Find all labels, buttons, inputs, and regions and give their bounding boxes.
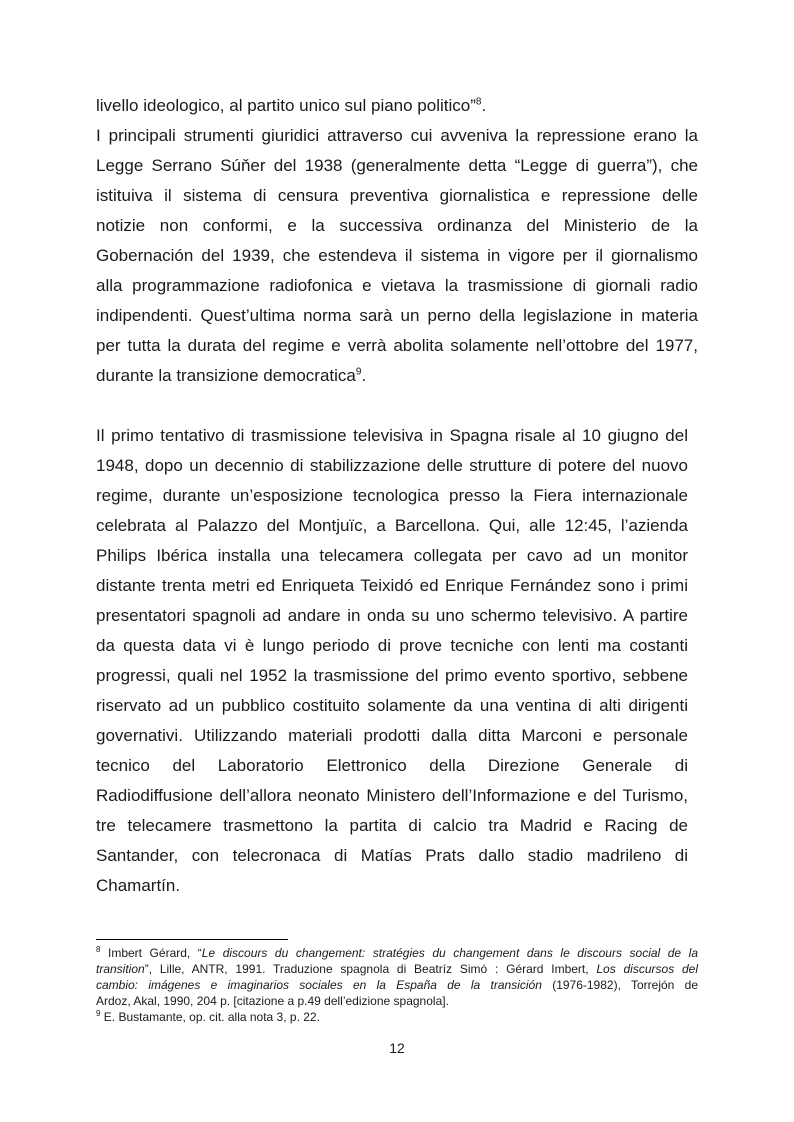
text-line: alla programmazione radiofonica e vietava la trasmissione di giornali radio — [96, 276, 698, 295]
text-line: tre telecamere trasmettono la partita di calcio tra Madrid e Racing de — [96, 816, 688, 835]
text-line: riservato ad un pubblico costituito solamente da una ventina di alti dirigenti — [96, 696, 688, 715]
text-line: Legge Serrano Súňer del 1938 (generalmente detta “Legge di guerra”), che — [96, 156, 698, 175]
text-line: celebrata al Palazzo del Montjuïc, a Barcellona. Qui, alle 12:45, l’azienda — [96, 516, 688, 535]
text-line: livello ideologico, al partito unico sul piano politico”$^8$. — [96, 96, 487, 115]
text-line: distante trenta metri ed Enriqueta Teixidó ed Enrique Fernández sono i primi — [96, 576, 688, 595]
text-line: istituiva il sistema di censura preventiva giornalistica e repressione delle — [96, 186, 698, 205]
text-line: governativi. Utilizzando materiali prodotti dalla ditta Marconi e personale — [96, 726, 688, 745]
text-line: indipendenti. Quest’ultima norma sarà un perno della legislazione in materia — [96, 306, 698, 325]
page-number: 12 — [389, 1040, 405, 1056]
footnote-separator — [96, 939, 288, 940]
text-line: presentatori spagnoli ad andare in onda su uno schermo televisivo. A partire — [96, 606, 688, 625]
text-line: Radiodiffusione dell’allora neonato Ministero dell’Informazione e del Turismo, — [96, 786, 688, 805]
text-line: 1948, dopo un decennio di stabilizzazione delle strutture di potere del nuovo — [96, 456, 688, 475]
text-line: Santander, con telecronaca di Matías Prats dallo stadio madrileno di — [96, 846, 688, 865]
text-line: notizie non conformi, e la successiva ordinanza del Ministerio de la — [96, 216, 698, 235]
text-line: Chamartín. — [96, 876, 181, 895]
text-line: tecnico del Laboratorio Elettronico della Direzione Generale di — [96, 756, 688, 775]
footnote-ref[interactable]: 8 — [475, 96, 482, 108]
footnote-8-line: transition”, Lille, ANTR, 1991. Traduzione spagnola di Beatríz Simó : Gérard Imbert, Los discursos del — [96, 962, 699, 976]
text-line: Gobernación del 1939, che estendeva il sistema in vigore per il giornalismo — [96, 246, 698, 265]
text-line: regime, durante un’esposizione tecnologica presso la Fiera internazionale — [96, 486, 688, 505]
footnote-8-line: Ardoz, Akal, 1990, 204 p. [citazione a p.49 dell’edizione spagnola]. — [96, 994, 449, 1008]
text-line: per tutta la durata del regime e verrà abolita solamente nell’ottobre del 1977, — [96, 336, 698, 355]
footnote-9: $^9$ E. Bustamante, op. cit. alla nota 3, p. 22. — [96, 1009, 320, 1024]
text-line: I principali strumenti giuridici attraverso cui avveniva la repressione erano la — [96, 126, 698, 145]
text-line: durante la transizione democratica$^9$. — [96, 366, 367, 385]
text-line: Il primo tentativo di trasmissione televisiva in Spagna risale al 10 giugno del — [96, 426, 688, 445]
text-line: progressi, quali nel 1952 la trasmissione del primo evento sportivo, sebbene — [96, 666, 688, 685]
footnote-ref[interactable]: 9 — [355, 366, 362, 378]
text-line: da questa data vi è lungo periodo di prove tecniche con lenti ma costanti — [96, 636, 688, 655]
footnote-8: $^8$ Imbert Gérard, “Le discours du changement: stratégies du changement dans le discours social de la — [96, 945, 698, 960]
text-line: Philips Ibérica installa una telecamera collegata per cavo ad un monitor — [96, 546, 688, 565]
footnote-8-line: cambio: imágenes e imaginarios sociales en la España de la transición (1976-1982), Torrejón de — [96, 978, 698, 992]
